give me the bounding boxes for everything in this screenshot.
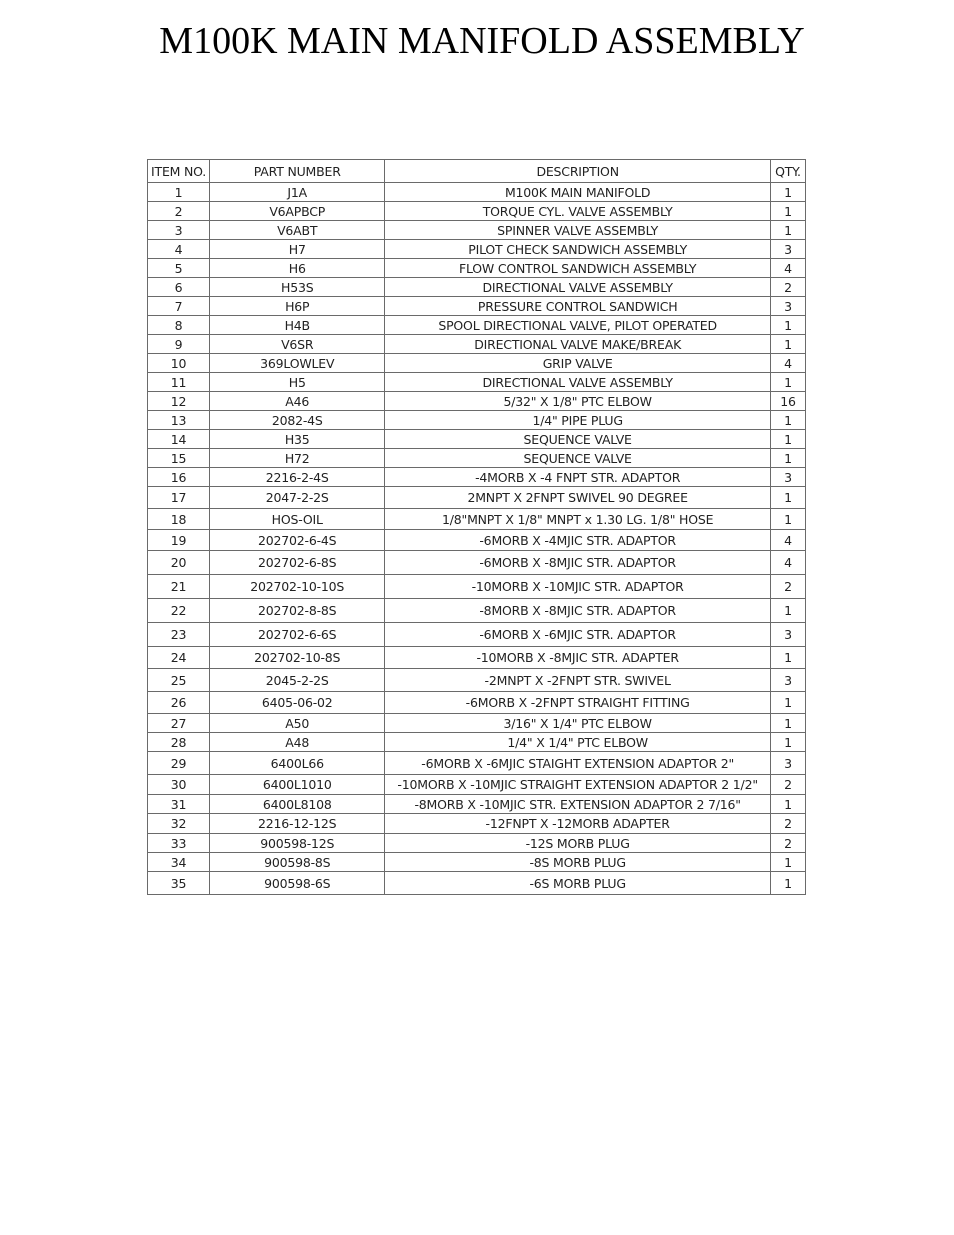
cell-part-number: H5 [210,373,385,392]
cell-description: -8MORB X -8MJIC STR. ADAPTOR [385,599,771,623]
table-row [148,530,806,551]
table-row [148,240,806,259]
cell-item-no: 6 [148,278,210,297]
cell-qty: 1 [770,872,805,895]
table-body [148,183,806,895]
cell-part-number: H6 [210,259,385,278]
cell-part-number: 2216-2-4S [210,468,385,487]
cell-item-no: 33 [148,834,210,853]
table-row [148,259,806,278]
cell-item-no: 30 [148,775,210,795]
cell-description: -6MORB X -6MJIC STR. ADAPTOR [385,623,771,647]
cell-item-no: 8 [148,316,210,335]
cell-part-number: H35 [210,430,385,449]
table-row [148,487,806,509]
cell-part-number: 900598-8S [210,853,385,872]
cell-qty: 2 [770,278,805,297]
cell-description: SEQUENCE VALVE [385,449,771,468]
cell-item-no: 22 [148,599,210,623]
table-header-row [148,160,806,183]
header-qty: QTY. [770,160,805,183]
cell-part-number: V6ABT [210,221,385,240]
cell-qty: 1 [770,335,805,354]
cell-qty: 3 [770,468,805,487]
cell-description: 1/4" X 1/4" PTC ELBOW [385,733,771,752]
cell-qty: 4 [770,530,805,551]
cell-description: -8S MORB PLUG [385,853,771,872]
cell-description: -6MORB X -8MJIC STR. ADAPTOR [385,551,771,575]
cell-description: -6S MORB PLUG [385,872,771,895]
cell-description: SPOOL DIRECTIONAL VALVE, PILOT OPERATED [385,316,771,335]
cell-qty: 1 [770,449,805,468]
cell-description: DIRECTIONAL VALVE ASSEMBLY [385,278,771,297]
table-row [148,669,806,692]
table-row [148,623,806,647]
table-row [148,599,806,623]
cell-part-number: HOS-OIL [210,509,385,530]
cell-qty: 4 [770,551,805,575]
cell-part-number: H4B [210,316,385,335]
cell-item-no: 12 [148,392,210,411]
cell-description: DIRECTIONAL VALVE ASSEMBLY [385,373,771,392]
cell-item-no: 13 [148,411,210,430]
cell-part-number: 202702-10-8S [210,647,385,669]
cell-part-number: 202702-10-10S [210,575,385,599]
cell-description: -10MORB X -10MJIC STRAIGHT EXTENSION ADAPTOR 2 1/2" [385,775,771,795]
table-row [148,872,806,895]
table-row [148,752,806,775]
cell-qty: 3 [770,752,805,775]
table-row [148,316,806,335]
cell-part-number: H72 [210,449,385,468]
cell-item-no: 10 [148,354,210,373]
cell-part-number: 900598-6S [210,872,385,895]
cell-item-no: 31 [148,795,210,814]
cell-description: -6MORB X -4MJIC STR. ADAPTOR [385,530,771,551]
cell-description: -2MNPT X -2FNPT STR. SWIVEL [385,669,771,692]
cell-part-number: 2047-2-2S [210,487,385,509]
cell-item-no: 3 [148,221,210,240]
cell-description: -6MORB X -2FNPT STRAIGHT FITTING [385,692,771,714]
table-row [148,221,806,240]
table-row [148,714,806,733]
cell-description: -12S MORB PLUG [385,834,771,853]
cell-part-number: H7 [210,240,385,259]
cell-qty: 4 [770,259,805,278]
page-title: M100K MAIN MANIFOLD ASSEMBLY [159,20,805,62]
cell-qty: 1 [770,373,805,392]
cell-item-no: 32 [148,814,210,834]
cell-part-number: 202702-6-8S [210,551,385,575]
cell-item-no: 26 [148,692,210,714]
table-row [148,183,806,202]
cell-qty: 16 [770,392,805,411]
cell-part-number: 369LOWLEV [210,354,385,373]
cell-part-number: 202702-8-8S [210,599,385,623]
header-part-number: PART NUMBER [210,160,385,183]
header-description: DESCRIPTION [385,160,771,183]
cell-part-number: 2082-4S [210,411,385,430]
table-row [148,373,806,392]
table-row [148,575,806,599]
cell-qty: 3 [770,240,805,259]
cell-item-no: 25 [148,669,210,692]
table-row [148,278,806,297]
cell-item-no: 7 [148,297,210,316]
cell-part-number: A46 [210,392,385,411]
cell-part-number: 6400L66 [210,752,385,775]
cell-item-no: 17 [148,487,210,509]
table-row [148,392,806,411]
cell-qty: 1 [770,430,805,449]
cell-qty: 2 [770,775,805,795]
cell-qty: 3 [770,669,805,692]
table-row [148,468,806,487]
cell-description: -6MORB X -6MJIC STAIGHT EXTENSION ADAPTOR 2" [385,752,771,775]
cell-item-no: 16 [148,468,210,487]
cell-part-number: A48 [210,733,385,752]
cell-item-no: 1 [148,183,210,202]
table-row [148,354,806,373]
cell-description: -10MORB X -8MJIC STR. ADAPTER [385,647,771,669]
cell-description: M100K MAIN MANIFOLD [385,183,771,202]
cell-qty: 1 [770,714,805,733]
cell-description: -4MORB X -4 FNPT STR. ADAPTOR [385,468,771,487]
table-row [148,509,806,530]
cell-item-no: 2 [148,202,210,221]
table-row [148,449,806,468]
cell-item-no: 14 [148,430,210,449]
table-row [148,795,806,814]
cell-qty: 2 [770,834,805,853]
cell-description: SEQUENCE VALVE [385,430,771,449]
cell-description: DIRECTIONAL VALVE MAKE/BREAK [385,335,771,354]
cell-description: TORQUE CYL. VALVE ASSEMBLY [385,202,771,221]
cell-qty: 1 [770,316,805,335]
cell-item-no: 19 [148,530,210,551]
cell-qty: 1 [770,599,805,623]
cell-item-no: 21 [148,575,210,599]
cell-part-number: H6P [210,297,385,316]
parts-table [147,159,806,895]
cell-description: -8MORB X -10MJIC STR. EXTENSION ADAPTOR 2 7/16" [385,795,771,814]
cell-qty: 1 [770,692,805,714]
cell-item-no: 9 [148,335,210,354]
cell-qty: 3 [770,623,805,647]
cell-description: 1/8"MNPT X 1/8" MNPT x 1.30 LG. 1/8" HOSE [385,509,771,530]
cell-part-number: 202702-6-4S [210,530,385,551]
header-item-no: ITEM NO. [148,160,210,183]
cell-part-number: 6405-06-02 [210,692,385,714]
cell-item-no: 4 [148,240,210,259]
cell-item-no: 20 [148,551,210,575]
cell-description: 3/16" X 1/4" PTC ELBOW [385,714,771,733]
cell-qty: 3 [770,297,805,316]
cell-description: -10MORB X -10MJIC STR. ADAPTOR [385,575,771,599]
cell-item-no: 28 [148,733,210,752]
cell-part-number: 6400L1010 [210,775,385,795]
cell-qty: 1 [770,202,805,221]
cell-item-no: 24 [148,647,210,669]
cell-part-number: 6400L8108 [210,795,385,814]
cell-qty: 2 [770,814,805,834]
cell-item-no: 15 [148,449,210,468]
cell-item-no: 23 [148,623,210,647]
cell-description: PRESSURE CONTROL SANDWICH [385,297,771,316]
cell-part-number: J1A [210,183,385,202]
cell-qty: 1 [770,411,805,430]
cell-qty: 1 [770,509,805,530]
table-row [148,551,806,575]
table-row [148,733,806,752]
table-row [148,411,806,430]
cell-qty: 1 [770,733,805,752]
cell-item-no: 18 [148,509,210,530]
cell-item-no: 11 [148,373,210,392]
cell-part-number: A50 [210,714,385,733]
cell-qty: 1 [770,221,805,240]
cell-description: 2MNPT X 2FNPT SWIVEL 90 DEGREE [385,487,771,509]
table-row [148,853,806,872]
cell-part-number: H53S [210,278,385,297]
cell-qty: 1 [770,647,805,669]
cell-qty: 1 [770,487,805,509]
table-row [148,297,806,316]
cell-description: 1/4" PIPE PLUG [385,411,771,430]
cell-qty: 4 [770,354,805,373]
cell-qty: 1 [770,183,805,202]
cell-description: GRIP VALVE [385,354,771,373]
cell-description: 5/32" X 1/8" PTC ELBOW [385,392,771,411]
cell-description: -12FNPT X -12MORB ADAPTER [385,814,771,834]
cell-part-number: 900598-12S [210,834,385,853]
table-row [148,335,806,354]
cell-item-no: 27 [148,714,210,733]
table-row [148,202,806,221]
cell-qty: 2 [770,575,805,599]
cell-qty: 1 [770,853,805,872]
table-row [148,834,806,853]
cell-item-no: 5 [148,259,210,278]
cell-part-number: 202702-6-6S [210,623,385,647]
table-row [148,775,806,795]
cell-description: PILOT CHECK SANDWICH ASSEMBLY [385,240,771,259]
cell-part-number: 2216-12-12S [210,814,385,834]
cell-item-no: 29 [148,752,210,775]
cell-part-number: 2045-2-2S [210,669,385,692]
cell-part-number: V6SR [210,335,385,354]
cell-qty: 1 [770,795,805,814]
cell-item-no: 34 [148,853,210,872]
cell-item-no: 35 [148,872,210,895]
cell-description: SPINNER VALVE ASSEMBLY [385,221,771,240]
table-row [148,814,806,834]
cell-part-number: V6APBCP [210,202,385,221]
table-row [148,692,806,714]
cell-description: FLOW CONTROL SANDWICH ASSEMBLY [385,259,771,278]
table-row [148,430,806,449]
table-row [148,647,806,669]
